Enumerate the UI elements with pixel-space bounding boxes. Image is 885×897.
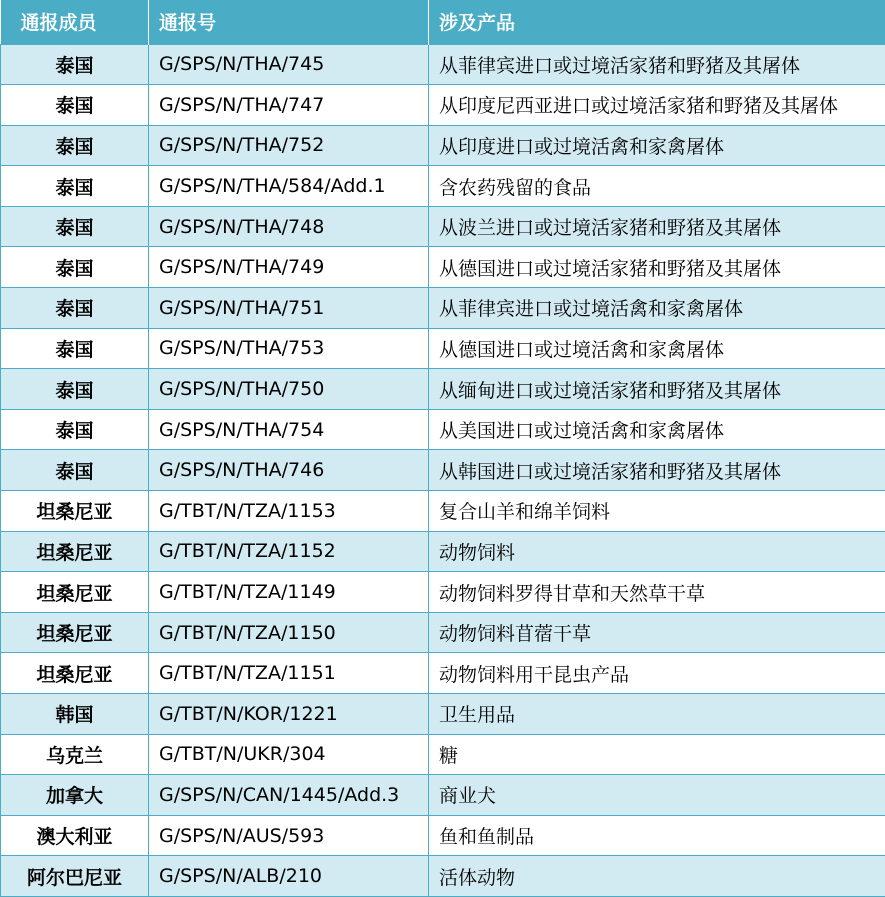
cell-products: 动物饲料 bbox=[429, 531, 885, 572]
table-row bbox=[1, 734, 885, 775]
cell-number: G/SPS/N/THA/753 bbox=[149, 328, 429, 369]
header-products: 涉及产品 bbox=[429, 0, 885, 44]
cell-member: 泰国 bbox=[1, 288, 149, 329]
cell-products: 从美国进口或过境活禽和家禽屠体 bbox=[429, 409, 885, 450]
cell-products: 从波兰进口或过境活家猪和野猪及其屠体 bbox=[429, 206, 885, 247]
cell-member: 阿尔巴尼亚 bbox=[1, 856, 149, 897]
cell-member: 韩国 bbox=[1, 694, 149, 735]
cell-products: 动物饲料用干昆虫产品 bbox=[429, 653, 885, 694]
cell-number: G/SPS/N/THA/752 bbox=[149, 125, 429, 166]
cell-products: 含农药残留的食品 bbox=[429, 166, 885, 207]
cell-member: 坦桑尼亚 bbox=[1, 531, 149, 572]
cell-number: G/TBT/N/TZA/1152 bbox=[149, 531, 429, 572]
cell-products: 从菲律宾进口或过境活禽和家禽屠体 bbox=[429, 288, 885, 329]
cell-products: 商业犬 bbox=[429, 775, 885, 816]
cell-member: 泰国 bbox=[1, 450, 149, 491]
cell-number: G/SPS/N/THA/751 bbox=[149, 288, 429, 329]
table-row bbox=[1, 491, 885, 532]
cell-products: 从德国进口或过境活家猪和野猪及其屠体 bbox=[429, 247, 885, 288]
table-row bbox=[1, 44, 885, 85]
cell-number: G/SPS/N/THA/745 bbox=[149, 44, 429, 85]
header-member: 通报成员 bbox=[1, 0, 149, 44]
cell-products: 从印度尼西亚进口或过境活家猪和野猪及其屠体 bbox=[429, 85, 885, 126]
table-row bbox=[1, 856, 885, 897]
table-row bbox=[1, 85, 885, 126]
table-row bbox=[1, 369, 885, 410]
table-row bbox=[1, 531, 885, 572]
cell-products: 从韩国进口或过境活家猪和野猪及其屠体 bbox=[429, 450, 885, 491]
table-row bbox=[1, 409, 885, 450]
cell-number: G/SPS/N/THA/747 bbox=[149, 85, 429, 126]
cell-products: 从德国进口或过境活禽和家禽屠体 bbox=[429, 328, 885, 369]
cell-member: 澳大利亚 bbox=[1, 815, 149, 856]
table-row bbox=[1, 694, 885, 735]
cell-member: 泰国 bbox=[1, 247, 149, 288]
cell-products: 卫生用品 bbox=[429, 694, 885, 735]
cell-products: 动物饲料苜蓿干草 bbox=[429, 612, 885, 653]
cell-member: 坦桑尼亚 bbox=[1, 612, 149, 653]
cell-products: 动物饲料罗得甘草和天然草干草 bbox=[429, 572, 885, 613]
cell-member: 坦桑尼亚 bbox=[1, 572, 149, 613]
table-row bbox=[1, 815, 885, 856]
cell-products: 鱼和鱼制品 bbox=[429, 815, 885, 856]
cell-number: G/TBT/N/KOR/1221 bbox=[149, 694, 429, 735]
cell-number: G/TBT/N/TZA/1151 bbox=[149, 653, 429, 694]
cell-number: G/TBT/N/TZA/1150 bbox=[149, 612, 429, 653]
cell-number: G/SPS/N/ALB/210 bbox=[149, 856, 429, 897]
table-row bbox=[1, 206, 885, 247]
cell-number: G/SPS/N/THA/750 bbox=[149, 369, 429, 410]
cell-member: 泰国 bbox=[1, 409, 149, 450]
cell-products: 糖 bbox=[429, 734, 885, 775]
table-row bbox=[1, 247, 885, 288]
cell-number: G/TBT/N/UKR/304 bbox=[149, 734, 429, 775]
cell-member: 泰国 bbox=[1, 125, 149, 166]
cell-member: 坦桑尼亚 bbox=[1, 653, 149, 694]
cell-member: 泰国 bbox=[1, 328, 149, 369]
cell-number: G/TBT/N/TZA/1149 bbox=[149, 572, 429, 613]
table-row bbox=[1, 775, 885, 816]
cell-member: 坦桑尼亚 bbox=[1, 491, 149, 532]
cell-number: G/SPS/N/THA/746 bbox=[149, 450, 429, 491]
cell-member: 泰国 bbox=[1, 85, 149, 126]
cell-products: 从菲律宾进口或过境活家猪和野猪及其屠体 bbox=[429, 44, 885, 85]
cell-member: 泰国 bbox=[1, 369, 149, 410]
table-row bbox=[1, 572, 885, 613]
cell-number: G/SPS/N/THA/749 bbox=[149, 247, 429, 288]
header-number: 通报号 bbox=[149, 0, 429, 44]
cell-member: 加拿大 bbox=[1, 775, 149, 816]
table-body bbox=[1, 44, 885, 896]
cell-number: G/SPS/N/THA/748 bbox=[149, 206, 429, 247]
cell-number: G/SPS/N/THA/754 bbox=[149, 409, 429, 450]
cell-products: 活体动物 bbox=[429, 856, 885, 897]
cell-member: 泰国 bbox=[1, 206, 149, 247]
table-row bbox=[1, 125, 885, 166]
table-row bbox=[1, 653, 885, 694]
cell-products: 从缅甸进口或过境活家猪和野猪及其屠体 bbox=[429, 369, 885, 410]
cell-number: G/SPS/N/CAN/1445/Add.3 bbox=[149, 775, 429, 816]
table-row bbox=[1, 612, 885, 653]
cell-member: 泰国 bbox=[1, 166, 149, 207]
table-row bbox=[1, 166, 885, 207]
cell-member: 乌克兰 bbox=[1, 734, 149, 775]
table-row bbox=[1, 328, 885, 369]
cell-number: G/SPS/N/THA/584/Add.1 bbox=[149, 166, 429, 207]
table-header-row bbox=[1, 0, 885, 44]
table-row bbox=[1, 288, 885, 329]
cell-number: G/TBT/N/TZA/1153 bbox=[149, 491, 429, 532]
cell-number: G/SPS/N/AUS/593 bbox=[149, 815, 429, 856]
table-row bbox=[1, 450, 885, 491]
cell-products: 从印度进口或过境活禽和家禽屠体 bbox=[429, 125, 885, 166]
cell-products: 复合山羊和绵羊饲料 bbox=[429, 491, 885, 532]
cell-member: 泰国 bbox=[1, 44, 149, 85]
